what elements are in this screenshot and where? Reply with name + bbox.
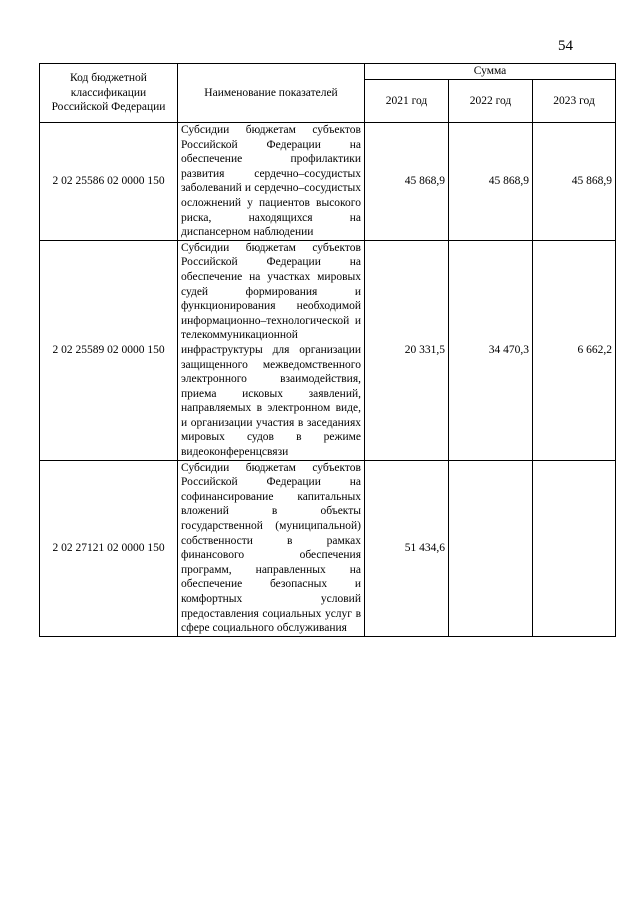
column-header-2021: 2021 год <box>365 80 449 123</box>
row-code: 2 02 25589 02 0000 150 <box>40 240 178 460</box>
budget-table <box>39 63 616 637</box>
column-header-code: Код бюджетной классификации Российской Федерации <box>40 64 178 123</box>
row-amount-2022 <box>449 460 533 636</box>
row-amount-2023: 45 868,9 <box>533 123 616 241</box>
row-name: Субсидии бюджетам субъектов Российской Федерации на обеспечение профилактики развития сердечно–сосудистых заболеваний и сердечно–сосудистых осложнений у пациентов высокого риска, находящихся на диспансерном наблюдении <box>178 123 365 241</box>
table-row <box>40 460 616 636</box>
row-amount-2023 <box>533 460 616 636</box>
row-amount-2021: 51 434,6 <box>365 460 449 636</box>
header-row-top <box>40 64 616 80</box>
row-amount-2021: 20 331,5 <box>365 240 449 460</box>
page-number: 54 <box>558 38 573 54</box>
column-header-2023: 2023 год <box>533 80 616 123</box>
column-header-name: Наименование показателей <box>178 64 365 123</box>
row-code: 2 02 25586 02 0000 150 <box>40 123 178 241</box>
row-code: 2 02 27121 02 0000 150 <box>40 460 178 636</box>
row-amount-2022: 45 868,9 <box>449 123 533 241</box>
row-name: Субсидии бюджетам субъектов Российской Федерации на софинансирование капитальных вложений в объекты государственной (муниципальной) собственности в рамках финансового обеспечения программ, направленных на обеспечение безопасных и комфортных условий предоставления социальных услуг в сфере социального обслуживания <box>178 460 365 636</box>
table-row <box>40 123 616 241</box>
row-amount-2021: 45 868,9 <box>365 123 449 241</box>
column-header-2022: 2022 год <box>449 80 533 123</box>
column-header-sum: Сумма <box>365 64 616 80</box>
row-name: Субсидии бюджетам субъектов Российской Федерации на обеспечение на участках мировых судей формирования и функционирования необходимой информационно–технологической и телекоммуникационной инфраструктуры для организации защищенного межведомственного электронного взаимодействия, приема исковых заявлений, направляемых в электронном виде, и организации участия в заседаниях мировых судов в режиме видеоконференцсвязи <box>178 240 365 460</box>
row-amount-2022: 34 470,3 <box>449 240 533 460</box>
table-row <box>40 240 616 460</box>
row-amount-2023: 6 662,2 <box>533 240 616 460</box>
